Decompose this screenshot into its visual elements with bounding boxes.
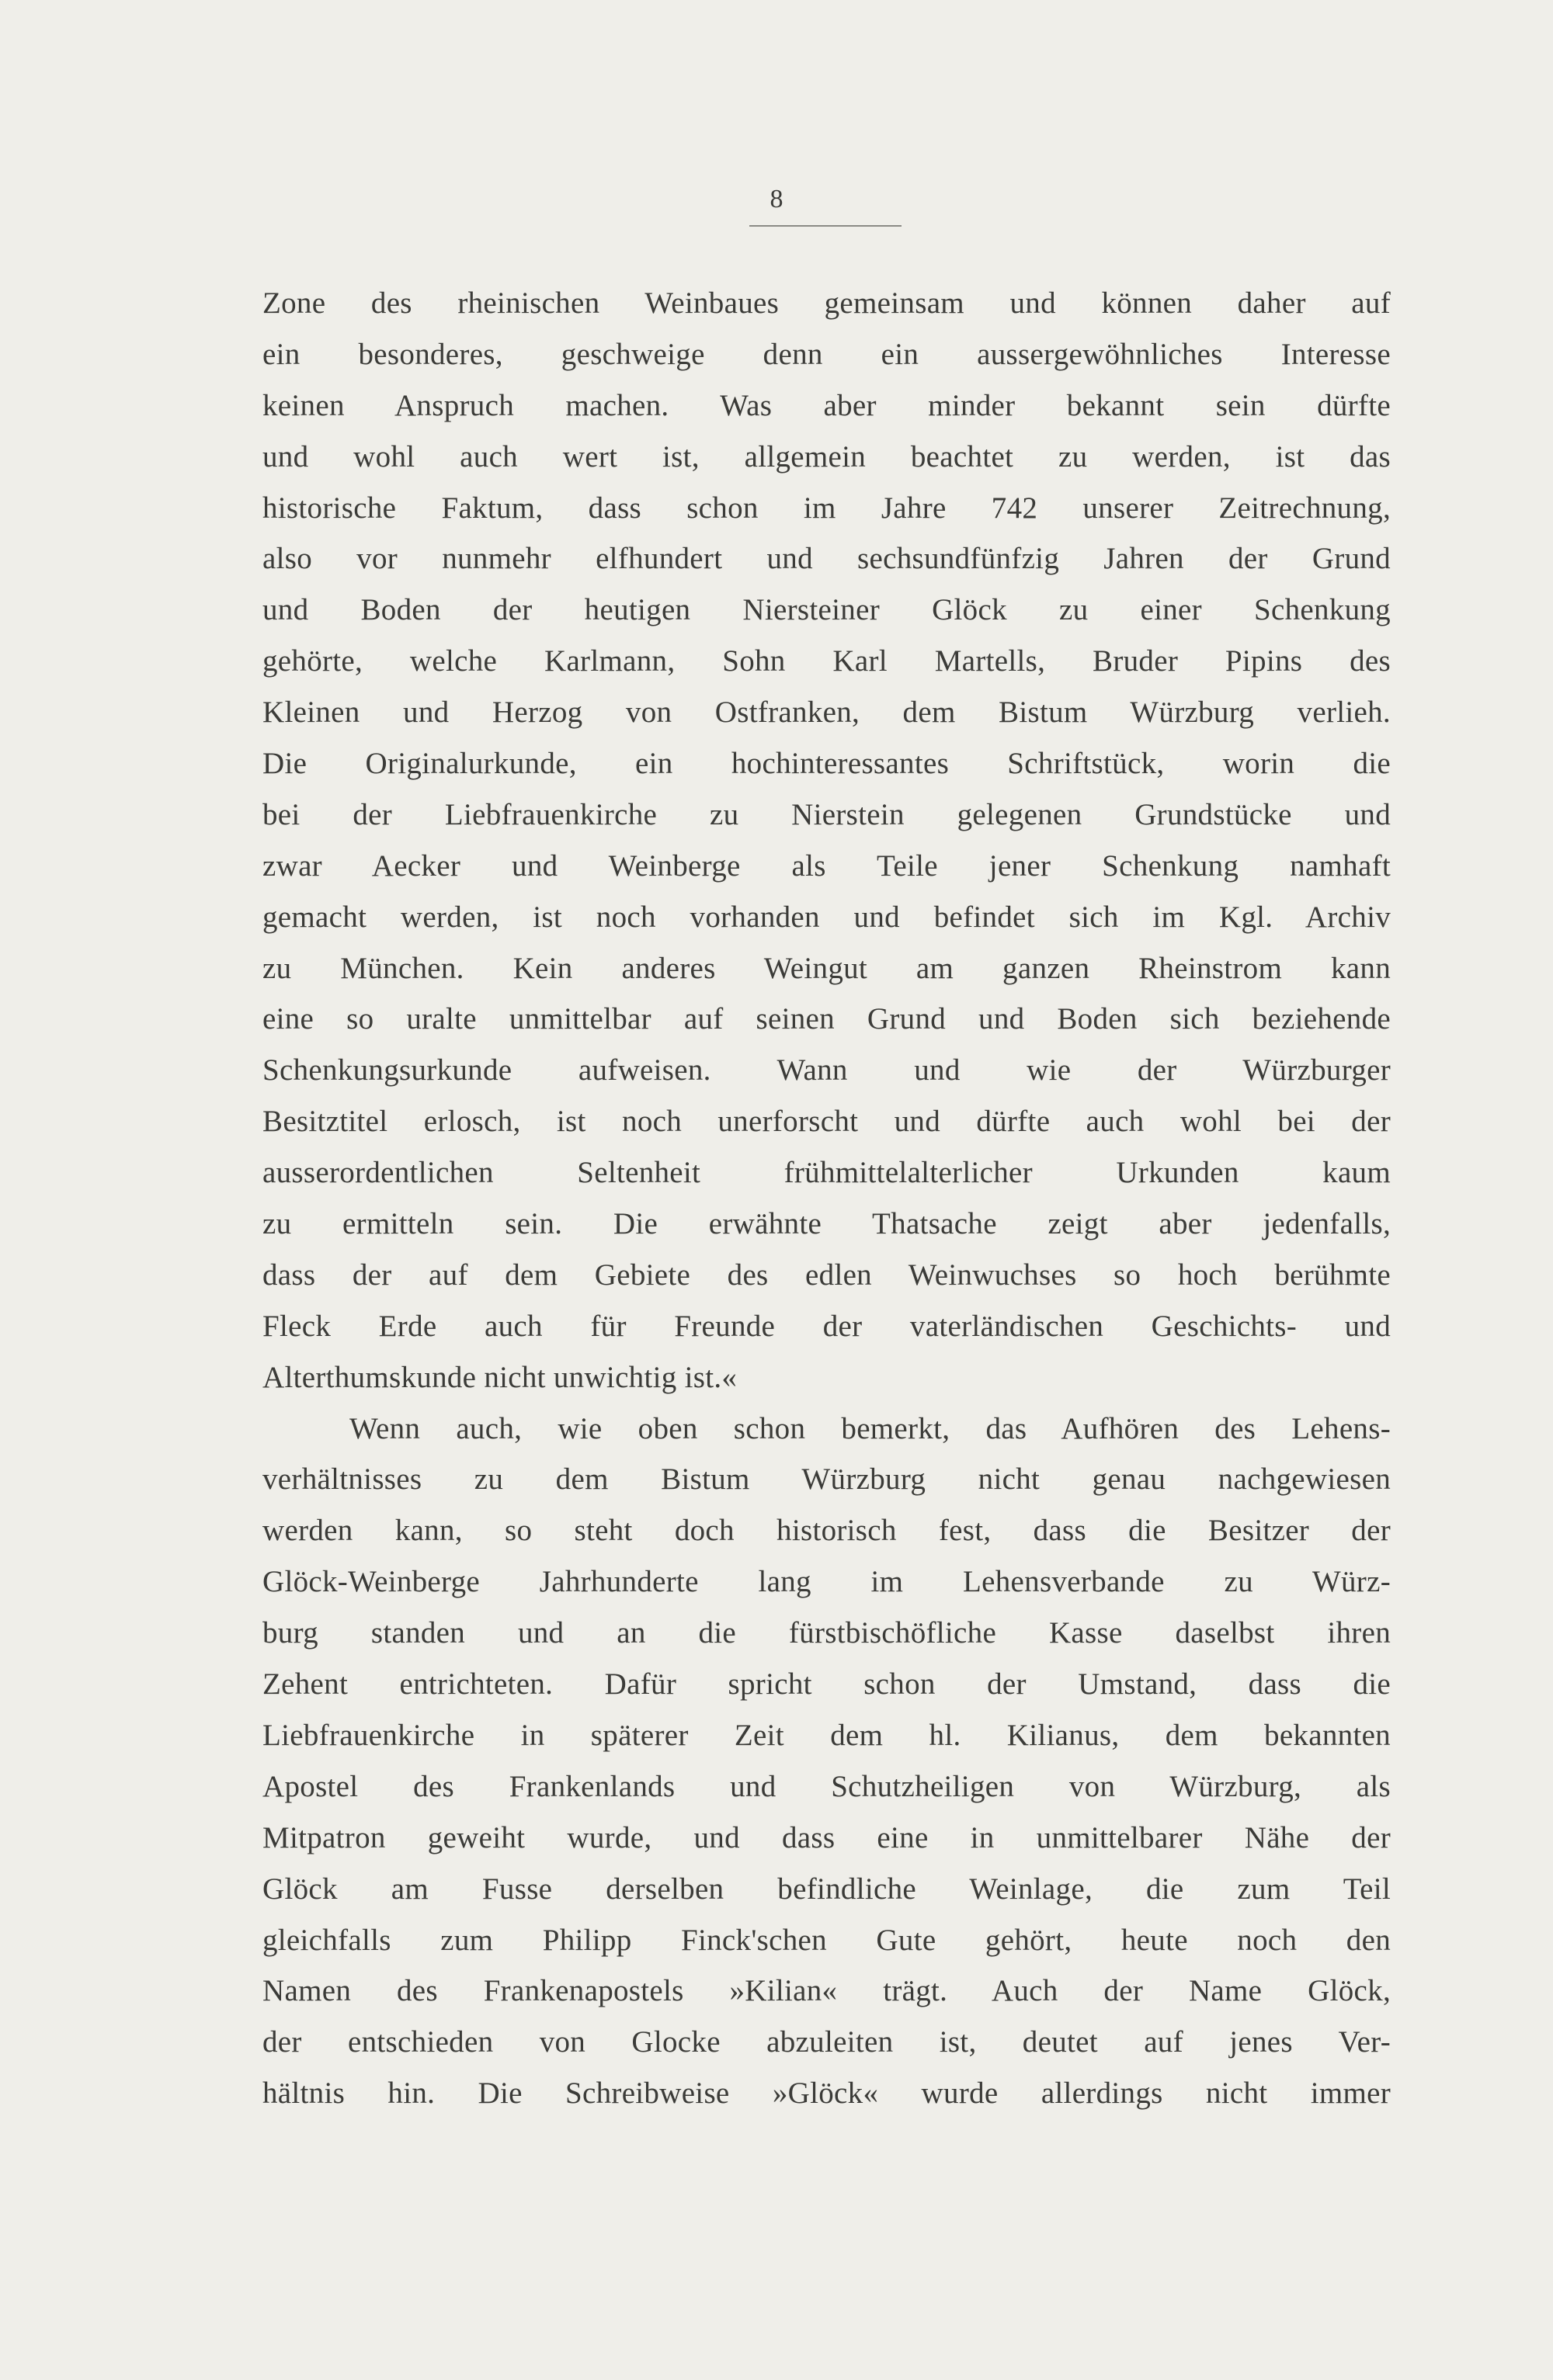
text-line: werden kann, so steht doch historisch fest, dass die Besitzer der [262, 1514, 1391, 1548]
text-line: Glöck am Fusse derselben befindliche Weinlage, die zum Teil [262, 1872, 1391, 1906]
text-line: Schenkungsurkunde aufweisen. Wann und wie der Würzburger [262, 1053, 1391, 1088]
text-line: gemacht werden, ist noch vorhanden und befindet sich im Kgl. Archiv [262, 900, 1391, 934]
text-line: ausserordentlichen Seltenheit frühmittelalterlicher Urkunden kaum [262, 1156, 1391, 1190]
text-line: keinen Anspruch machen. Was aber minder bekannt sein dürfte [262, 388, 1391, 422]
text-line: Apostel des Frankenlands und Schutzheiligen von Würzburg, als [262, 1769, 1391, 1803]
text-line: Die Originalurkunde, ein hochinteressantes Schriftstück, worin die [262, 747, 1391, 781]
text-line: Namen des Frankenapostels »Kilian« trägt. Auch der Name Glöck, [262, 1974, 1391, 2008]
text-line: gleichfalls zum Philipp Finck'schen Gute gehört, heute noch den [262, 1923, 1391, 1957]
body-text [262, 278, 1391, 2119]
text-line: burg standen und an die fürstbischöfliche Kasse daselbst ihren [262, 1616, 1391, 1650]
text-line: historische Faktum, dass schon im Jahre 742 unserer Zeitrechnung, [262, 491, 1391, 525]
text-line: und Boden der heutigen Niersteiner Glöck zu einer Schenkung [262, 593, 1391, 627]
text-line: Mitpatron geweiht wurde, und dass eine in unmittelbarer Nähe der [262, 1820, 1391, 1854]
text-line: und wohl auch wert ist, allgemein beachtet zu werden, ist das [262, 439, 1391, 474]
text-line: Zone des rheinischen Weinbaues gemeinsam und können daher auf [262, 286, 1391, 320]
text-line: verhältnisses zu dem Bistum Würzburg nicht genau nachgewiesen [262, 1462, 1391, 1497]
text-line: eine so uralte unmittelbar auf seinen Grund und Boden sich beziehende [262, 1002, 1391, 1036]
text-line: also vor nunmehr elfhundert und sechsundfünfzig Jahren der Grund [262, 542, 1391, 576]
text-line: Besitztitel erlosch, ist noch unerforscht und dürfte auch wohl bei der [262, 1105, 1391, 1139]
text-line: Alterthumskunde nicht unwichtig ist.« [262, 1360, 738, 1394]
page-number: 8 [770, 185, 783, 213]
text-line: zu ermitteln sein. Die erwähnte Thatsache zeigt aber jedenfalls, [262, 1207, 1391, 1241]
text-line: Kleinen und Herzog von Ostfranken, dem Bistum Würzburg verlieh. [262, 696, 1391, 730]
text-line: Glöck-Weinberge Jahrhunderte lang im Lehensverbande zu Würz- [262, 1565, 1391, 1599]
text-line: bei der Liebfrauenkirche zu Nierstein gelegenen Grundstücke und [262, 797, 1391, 831]
text-line: dass der auf dem Gebiete des edlen Weinwuchses so hoch berühmte [262, 1258, 1391, 1292]
text-line: der entschieden von Glocke abzuleiten ist, deutet auf jenes Ver- [262, 2025, 1391, 2059]
text-line: zwar Aecker und Weinberge als Teile jener Schenkung namhaft [262, 848, 1391, 883]
text-line: Wenn auch, wie oben schon bemerkt, das Aufhören des Lehens- [349, 1411, 1391, 1445]
text-line: zu München. Kein anderes Weingut am ganzen Rheinstrom kann [262, 951, 1391, 985]
text-line: Fleck Erde auch für Freunde der vaterländischen Geschichts- und [262, 1309, 1391, 1343]
text-line: Liebfrauenkirche in späterer Zeit dem hl. Kilianus, dem bekannten [262, 1718, 1391, 1752]
text-line: gehörte, welche Karlmann, Sohn Karl Martells, Bruder Pipins des [262, 644, 1391, 678]
page-number-rule [749, 225, 902, 227]
text-line: hältnis hin. Die Schreibweise »Glöck« wurde allerdings nicht immer [262, 2076, 1391, 2111]
text-line: ein besonderes, geschweige denn ein aussergewöhnliches Interesse [262, 337, 1391, 371]
text-line: Zehent entrichteten. Dafür spricht schon der Umstand, dass die [262, 1667, 1391, 1702]
